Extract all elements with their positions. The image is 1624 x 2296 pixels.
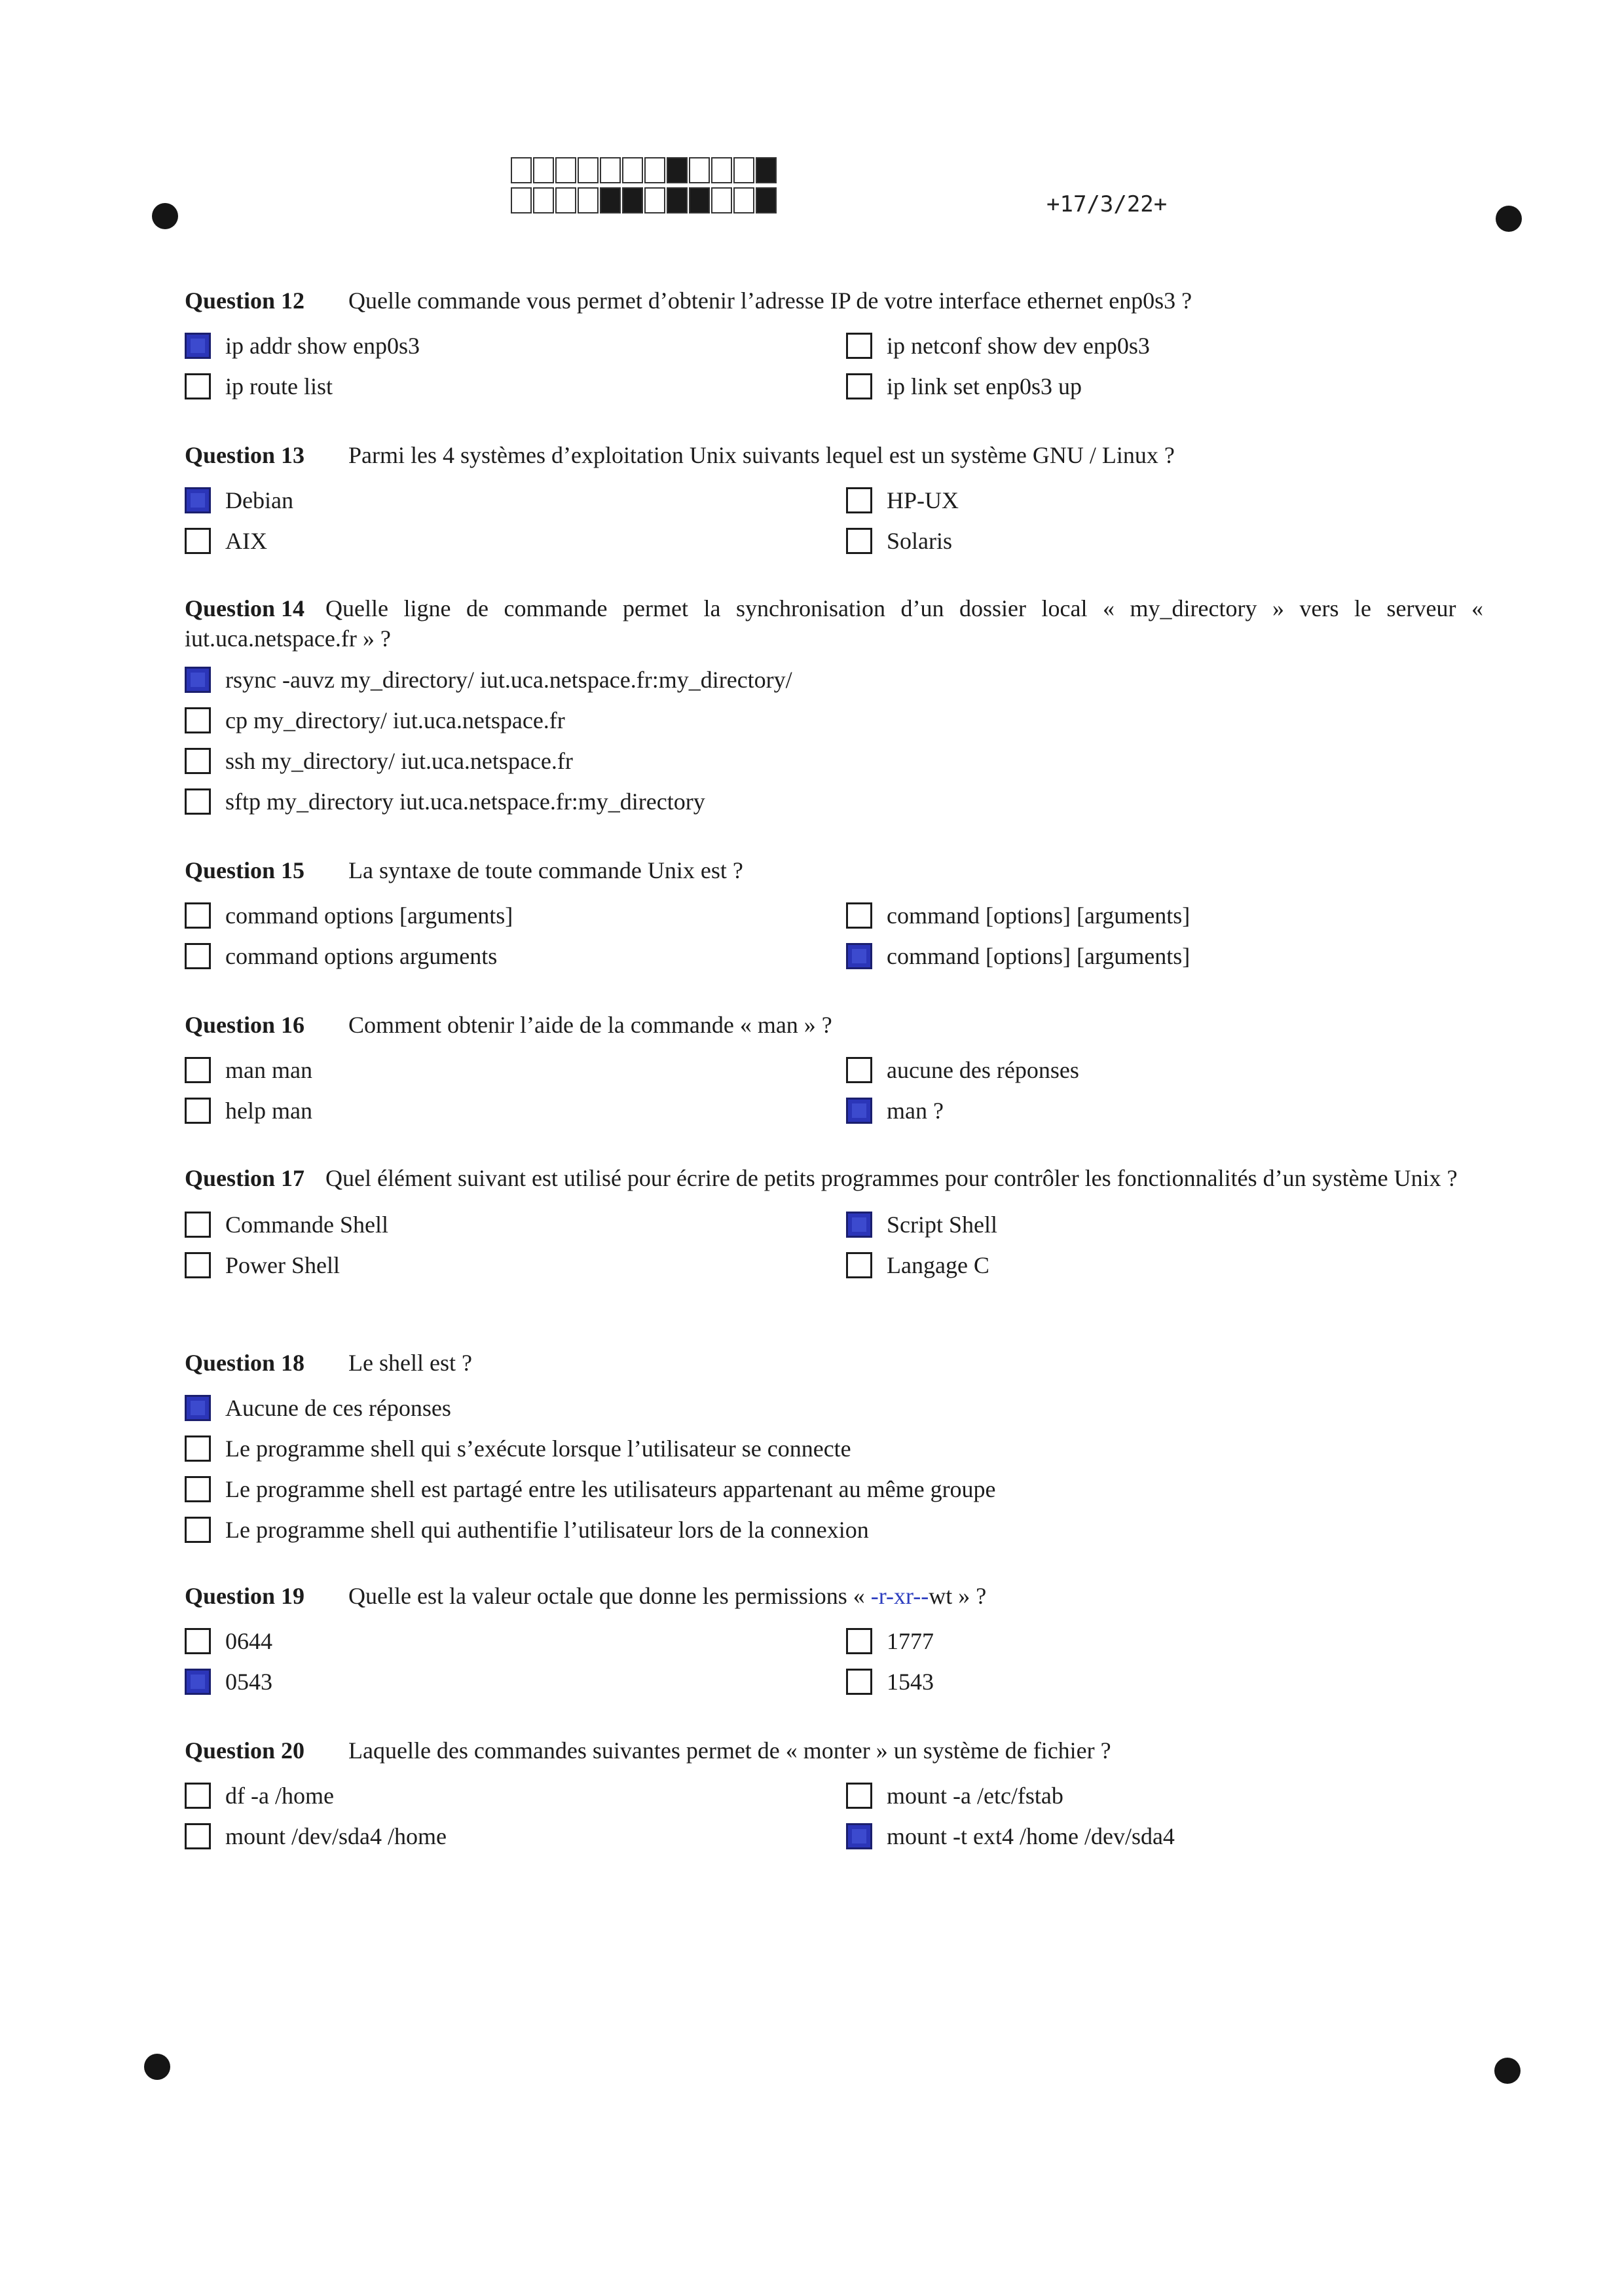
answer-label: ip addr show enp0s3 [225, 333, 420, 359]
question-20 [185, 1735, 1483, 1852]
question-label: Question 20 [185, 1737, 305, 1764]
handwritten-correction: -r-xr-- [870, 1583, 929, 1609]
answer-label: ssh my_directory/ iut.uca.netspace.fr [225, 748, 573, 774]
page-identifier: +17/3/22+ [1046, 191, 1168, 217]
checkbox[interactable] [185, 943, 211, 969]
barcode-cell [600, 187, 621, 213]
answer-label: man ? [887, 1098, 944, 1124]
barcode-row-2 [511, 187, 778, 213]
question-text: Laquelle des commandes suivantes permet de « monter » un système de fichier ? [348, 1737, 1111, 1764]
answer-label: Le programme shell est partagé entre les utilisateurs appartenant au même groupe [225, 1476, 996, 1502]
answer-label: mount -a /etc/fstab [887, 1783, 1063, 1809]
answer-option[interactable] [185, 1054, 846, 1086]
answer-option[interactable] [846, 1095, 1483, 1126]
question-label: Question 15 [185, 857, 305, 883]
answer-label: man man [225, 1057, 312, 1083]
question-label: Question 17 [185, 1165, 305, 1191]
answer-option[interactable] [185, 786, 1483, 817]
answer-option[interactable] [185, 1095, 846, 1126]
question-label: Question 14 [185, 595, 305, 621]
answer-label: 1777 [887, 1628, 934, 1654]
answer-option[interactable] [846, 1821, 1483, 1852]
checkbox[interactable] [846, 1669, 872, 1695]
checkbox[interactable] [185, 528, 211, 554]
question-14 [185, 593, 1483, 817]
answer-label: Debian [225, 487, 293, 513]
checkbox-checked[interactable] [185, 667, 211, 693]
question-text: Quelle est la valeur octale que donne les permissions « [348, 1583, 871, 1609]
answer-option[interactable] [846, 1666, 1483, 1697]
question-text-end: » ? [952, 1583, 987, 1609]
answer-option[interactable] [846, 330, 1483, 361]
answer-list [185, 330, 1483, 402]
answer-option[interactable] [185, 664, 1483, 695]
answer-option[interactable] [185, 485, 846, 516]
answer-list [185, 1209, 1483, 1281]
barcode-cell [533, 157, 554, 183]
barcode-cell [756, 187, 777, 213]
checkbox[interactable] [846, 902, 872, 929]
barcode-cell [600, 157, 621, 183]
checkbox[interactable] [185, 1435, 211, 1462]
question-header [185, 593, 1483, 654]
barcode-cell [711, 157, 732, 183]
barcode-cell [711, 187, 732, 213]
question-17 [185, 1163, 1483, 1281]
question-text: Le shell est ? [348, 1350, 472, 1376]
corner-marker-bottom-left [144, 2054, 170, 2080]
checkbox[interactable] [846, 1628, 872, 1654]
answer-label: 0644 [225, 1628, 272, 1654]
checkbox-checked[interactable] [846, 1098, 872, 1124]
answer-label: Le programme shell qui authentifie l’utilisateur lors de la connexion [225, 1517, 869, 1543]
checkbox[interactable] [185, 1823, 211, 1849]
answer-label: ip netconf show dev enp0s3 [887, 333, 1150, 359]
answer-list [185, 1780, 1483, 1852]
answer-option[interactable] [846, 525, 1483, 557]
checkbox[interactable] [185, 373, 211, 399]
answer-list [185, 1625, 1483, 1697]
checkbox[interactable] [185, 1057, 211, 1083]
answer-list [185, 485, 1483, 557]
checkbox[interactable] [185, 707, 211, 733]
answer-option[interactable] [846, 1625, 1483, 1657]
question-header [185, 1581, 1483, 1611]
answer-option[interactable] [846, 485, 1483, 516]
answer-label: 1543 [887, 1669, 934, 1695]
answer-label: Langage C [887, 1252, 989, 1278]
barcode-cell [555, 187, 576, 213]
question-19 [185, 1581, 1483, 1697]
answer-list [185, 900, 1483, 972]
answer-option[interactable] [185, 1780, 846, 1811]
answer-option[interactable] [185, 1433, 1483, 1464]
answer-option[interactable] [846, 1054, 1483, 1086]
answer-label: ip link set enp0s3 up [887, 373, 1082, 399]
question-18 [185, 1348, 1483, 1546]
question-text: Comment obtenir l’aide de la commande « man » ? [348, 1012, 832, 1038]
barcode-cell [644, 187, 665, 213]
question-16 [185, 1010, 1483, 1126]
answer-option[interactable] [185, 1250, 846, 1281]
answer-label: aucune des réponses [887, 1057, 1079, 1083]
question-label: Question 13 [185, 442, 305, 468]
checkbox-checked[interactable] [846, 1212, 872, 1238]
answer-label: command [options] [arguments] [887, 943, 1190, 969]
barcode-cell [555, 157, 576, 183]
barcode-cell [533, 187, 554, 213]
answer-label: Power Shell [225, 1252, 340, 1278]
question-text-continued: wt [929, 1583, 953, 1609]
barcode-cell [622, 157, 643, 183]
barcode-cell [689, 187, 710, 213]
answer-label: HP-UX [887, 487, 959, 513]
answer-option[interactable] [185, 330, 846, 361]
barcode-cell [733, 187, 754, 213]
answer-option[interactable] [846, 1250, 1483, 1281]
question-label: Question 12 [185, 287, 305, 314]
answer-option[interactable] [185, 1473, 1483, 1505]
answer-option[interactable] [185, 940, 846, 972]
answer-label: sftp my_directory iut.uca.netspace.fr:my_directory [225, 788, 705, 815]
checkbox[interactable] [846, 1783, 872, 1809]
barcode-cell [733, 157, 754, 183]
question-header [185, 286, 1483, 316]
question-text: Parmi les 4 systèmes d’exploitation Unix suivants lequel est un système GNU / Linux ? [348, 442, 1175, 468]
answer-option[interactable] [185, 1514, 1483, 1546]
checkbox[interactable] [846, 487, 872, 513]
answer-label: Commande Shell [225, 1212, 388, 1238]
answer-option[interactable] [846, 371, 1483, 402]
checkbox[interactable] [185, 748, 211, 774]
barcode-cell [578, 187, 599, 213]
checkbox[interactable] [185, 902, 211, 929]
checkbox-checked[interactable] [185, 1669, 211, 1695]
checkbox[interactable] [846, 528, 872, 554]
answer-option[interactable] [185, 1625, 846, 1657]
question-label: Question 19 [185, 1583, 305, 1609]
checkbox[interactable] [185, 1476, 211, 1502]
answer-label: command options arguments [225, 943, 498, 969]
barcode-row-1 [511, 157, 778, 183]
question-text: Quelle commande vous permet d’obtenir l’adresse IP de votre interface ethernet enp0s3 ? [348, 287, 1192, 314]
question-header [185, 1010, 1483, 1040]
question-15 [185, 855, 1483, 972]
barcode-cell [689, 157, 710, 183]
answer-option[interactable] [185, 1392, 1483, 1424]
answer-label: mount -t ext4 /home /dev/sda4 [887, 1823, 1175, 1849]
checkbox-checked[interactable] [846, 1823, 872, 1849]
checkbox[interactable] [185, 1783, 211, 1809]
answer-option[interactable] [846, 1780, 1483, 1811]
answer-label: Aucune de ces réponses [225, 1395, 451, 1421]
checkbox[interactable] [185, 1212, 211, 1238]
answer-list [185, 1392, 1483, 1546]
question-header [185, 440, 1483, 470]
answer-label: Solaris [887, 528, 953, 554]
corner-marker-top-right [1496, 206, 1522, 232]
answer-label: df -a /home [225, 1783, 334, 1809]
checkbox-checked[interactable] [846, 943, 872, 969]
checkbox[interactable] [846, 1252, 872, 1278]
answer-option[interactable] [846, 900, 1483, 931]
checkbox[interactable] [185, 1628, 211, 1654]
answer-label: Script Shell [887, 1212, 997, 1238]
question-header [185, 1163, 1483, 1193]
answer-label: Le programme shell qui s’exécute lorsque l’utilisateur se connecte [225, 1435, 851, 1462]
answer-option[interactable] [185, 745, 1483, 777]
question-header [185, 1348, 1483, 1378]
barcode-cell [667, 187, 688, 213]
question-text: La syntaxe de toute commande Unix est ? [348, 857, 743, 883]
barcode-cell [756, 157, 777, 183]
answer-label: rsync -auvz my_directory/ iut.uca.netspace.fr:my_directory/ [225, 667, 792, 693]
checkbox[interactable] [185, 1098, 211, 1124]
barcode-cell [644, 157, 665, 183]
question-header [185, 855, 1483, 885]
question-13 [185, 440, 1483, 557]
barcode-cell [667, 157, 688, 183]
question-label: Question 16 [185, 1012, 305, 1038]
answer-option[interactable] [846, 1209, 1483, 1240]
answer-option[interactable] [185, 900, 846, 931]
answer-option[interactable] [185, 705, 1483, 736]
question-header [185, 1735, 1483, 1766]
corner-marker-bottom-right [1494, 2058, 1521, 2084]
question-12 [185, 286, 1483, 402]
barcode-cell [622, 187, 643, 213]
checkbox[interactable] [185, 788, 211, 815]
checkbox[interactable] [846, 333, 872, 359]
answer-label: cp my_directory/ iut.uca.netspace.fr [225, 707, 565, 733]
answer-label: 0543 [225, 1669, 272, 1695]
answer-list [185, 1054, 1483, 1126]
answer-option[interactable] [185, 1821, 846, 1852]
checkbox[interactable] [185, 1252, 211, 1278]
answer-label: help man [225, 1098, 312, 1124]
checkbox[interactable] [185, 1517, 211, 1543]
checkbox-checked[interactable] [185, 1395, 211, 1421]
answer-label: AIX [225, 528, 267, 554]
question-text: Quelle ligne de commande permet la synchronisation d’un dossier local « my_directory » vers le serveur « iut.uca.netspace.fr » ? [185, 595, 1483, 652]
corner-marker-top-left [152, 203, 178, 229]
checkbox-checked[interactable] [185, 333, 211, 359]
answer-label: mount /dev/sda4 /home [225, 1823, 447, 1849]
answer-option[interactable] [185, 1209, 846, 1240]
barcode-cell [511, 187, 532, 213]
answer-label: command options [arguments] [225, 902, 513, 929]
answer-list [185, 664, 1483, 817]
answer-label: command [options] [arguments] [887, 902, 1190, 929]
question-label: Question 18 [185, 1350, 305, 1376]
question-text: Quel élément suivant est utilisé pour écrire de petits programmes pour contrôler les fonctionnalités d’un système Unix ? [325, 1165, 1458, 1191]
checkbox[interactable] [846, 373, 872, 399]
checkbox-checked[interactable] [185, 487, 211, 513]
barcode-cell [578, 157, 599, 183]
answer-option[interactable] [846, 940, 1483, 972]
answer-option[interactable] [185, 1666, 846, 1697]
barcode-cell [511, 157, 532, 183]
answer-option[interactable] [185, 371, 846, 402]
answer-label: ip route list [225, 373, 333, 399]
answer-option[interactable] [185, 525, 846, 557]
checkbox[interactable] [846, 1057, 872, 1083]
